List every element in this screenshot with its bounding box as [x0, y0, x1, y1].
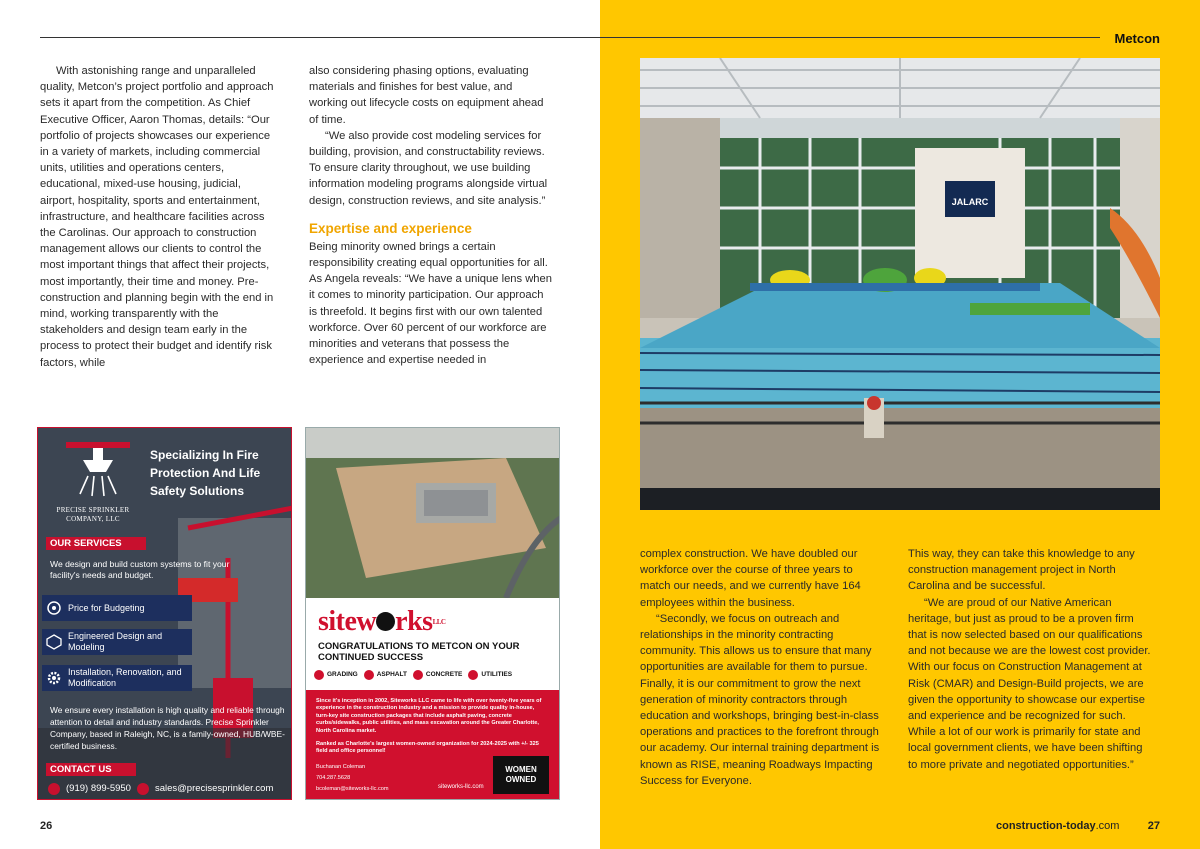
logo-text-start: sitew — [318, 606, 377, 637]
service-price-for-budgeting[interactable] — [42, 595, 192, 621]
article-paragraph: “We are proud of our Native American heritage, but just as proud to be a proven firm that is now selected based on our qualifications and not because we are the lowest cost provider. With our focus on Construction Management at Risk (CMAR) and Design-Build projects, we are given the opportunity to showcase our expertise and experience and be recognized for such. While a lot of our work is primarily for state and local government clients, we have been shifting to more private and negotiated opportunities.” — [908, 596, 1151, 771]
badge-line: OWNED — [505, 775, 537, 784]
service-grading — [314, 669, 358, 681]
article-paragraph: also considering phasing options, evaluating materials and finishes for best value, and working out lifecycle costs on equipment ahead of time. — [309, 65, 544, 126]
grading-icon — [314, 670, 324, 680]
article-paragraph: Being minority owned brings a certain responsibility creating equal opportunities for all. As Angela reveals: “We have a unique lens when it comes to minority participation. Our approach is threefold. It begins first with our own talented workforce. Over 60 percent of our workforce are minorities and veterans that possess the experience and expertise needed in — [309, 240, 552, 367]
page-number-right: 27 — [1147, 820, 1160, 832]
logo-suffix: LLC — [432, 618, 446, 626]
service-label: CONCRETE — [425, 671, 463, 678]
pool-photo — [640, 58, 1160, 510]
women-owned-badge — [493, 756, 549, 794]
contact-phone[interactable]: 704.287.5628 — [316, 775, 351, 781]
service-concrete — [413, 669, 462, 681]
company-description: Since it's inception in 2002, Siteworks LLC came to life with over twenty-five years of experience in the construction industry and a mission to provide quality in-house, turn-key site construction packages that include asphalt paving, concrete curbs/sidewalks, public utilities, and mass excavation around the Greater Charlotte, North Carolina market. — [316, 698, 542, 734]
asphalt-icon — [364, 670, 374, 680]
concrete-icon — [413, 670, 423, 680]
article-paragraph: “Secondly, we focus on outreach and relationships in the minority contracting community. This allows us to ensure that many opportunities are available for them to pursue. Finally, it is our commitment to grow the next generation of minority contractors through education and workshops, bringing best-in-class operations and practices to the forefront through our academy. Our internal training department is known as RISE, meaning Roadways Impacting Success for Everyone. — [640, 612, 880, 787]
footer-site-tld: .com — [1095, 820, 1120, 832]
article-paragraph: With astonishing range and unparalleled quality, Metcon’s project portfolio and approach sets it apart from the competition. As Chief Executive Officer, Aaron Thomas, details: “Our portfolio of projects showcases our experience in a variety of markets, including commercial units, utilities and operations centers, educational, mixed-use housing, judicial, airport, hospitality, sports and entertainment, infrastructure, and healthcare facilities across the Carolinas. Our approach to construction management allows our clients to control the most important things that affect their projects, most importantly, their time and money. Pre-construction and planning begin with the end in mind, working transparently with the stakeholders and design team early in the process to protect their budget and identify risk factors, while — [40, 65, 274, 369]
section-heading: Expertise and experience — [309, 220, 472, 236]
logo-o-mark — [376, 612, 395, 631]
service-label: Price for Budgeting — [68, 602, 145, 613]
article-column-1 — [40, 63, 274, 371]
email-icon — [137, 783, 149, 795]
article-paragraph: This way, they can take this knowledge to any construction management project in North Carolina and be successful. — [908, 548, 1135, 593]
ranking-text: Ranked as Charlotte's largest women-owned organization for 2024-2025 with +/- 325 field and office personnel! — [316, 741, 539, 755]
page-number-left: 26 — [40, 820, 53, 832]
aerial-site-photo — [306, 428, 560, 598]
company-name: PRECISE SPRINKLER COMPANY, LLC — [56, 506, 130, 523]
article-paragraph: “We also provide cost modeling services for building, provision, and constructability reviews. To ensure clarity throughout, we use building information modeling programs alongside virtual design, construction reviews, and site analysis.” — [309, 129, 548, 207]
contact-phone[interactable]: (919) 899-5950 — [66, 783, 131, 794]
service-installation[interactable] — [42, 665, 192, 691]
service-label: Engineered Design and Modeling — [68, 631, 163, 652]
footer-site-name: construction-today — [996, 820, 1096, 832]
service-label: UTILITIES — [481, 671, 513, 678]
top-rule — [40, 37, 1100, 38]
contact-email[interactable]: sales@precisesprinkler.com — [154, 783, 274, 794]
ad-quote: We ensure every installation is high quality and reliable through attention to detail and industry standards. Precise Sprinkler Company, based in Raleigh, NC, is a family-owned, HUB/WBE-certified business. — [50, 705, 285, 751]
service-label: ASPHALT — [376, 671, 407, 678]
article-column-2 — [309, 63, 553, 368]
pool-photo-illustration — [640, 58, 1160, 510]
siteworks-logo — [318, 606, 445, 638]
contact-email[interactable]: bcoleman@siteworks-llc.com — [316, 786, 389, 792]
service-asphalt — [364, 669, 407, 681]
badge-line: WOMEN — [505, 765, 537, 774]
precise-sprinkler-ad[interactable] — [37, 427, 292, 800]
service-utilities — [468, 669, 512, 681]
gear-icon — [46, 670, 62, 686]
logo-text-end: rks — [395, 606, 433, 637]
service-label: GRADING — [327, 671, 358, 678]
ad-headline: Specializing In Fire Protection And Life Safety Solutions — [150, 448, 261, 498]
contact-row — [48, 782, 288, 796]
contact-heading: CONTACT US — [46, 763, 136, 776]
services-description: We design and build custom systems to fit your facility's needs and budget. — [50, 559, 230, 580]
contact-details — [316, 762, 389, 795]
price-tag-icon — [46, 600, 62, 616]
congratulations-text: CONGRATULATIONS TO METCON ON YOUR CONTINUED SUCCESS — [318, 641, 520, 663]
section-label: Metcon — [1114, 31, 1160, 46]
article-column-4 — [908, 546, 1154, 773]
article-column-3 — [640, 546, 884, 789]
phone-icon — [48, 783, 60, 795]
services-row — [314, 669, 554, 681]
services-heading: OUR SERVICES — [46, 537, 146, 550]
service-label: Installation, Renovation, and Modification — [68, 667, 182, 688]
website-link[interactable]: siteworks-llc.com — [438, 784, 484, 790]
utilities-icon — [468, 670, 478, 680]
article-paragraph: complex construction. We have doubled our workforce over the course of three years to match our needs, and we currently have 164 employees within the business. — [640, 548, 861, 609]
cube-icon — [46, 634, 62, 650]
siteworks-ad[interactable] — [305, 427, 560, 800]
footer-website[interactable] — [996, 820, 1119, 832]
service-engineered-design[interactable] — [42, 629, 192, 655]
contact-person: Buchanan Coleman — [316, 764, 366, 770]
scoreboard-text: JALARC — [951, 197, 989, 207]
